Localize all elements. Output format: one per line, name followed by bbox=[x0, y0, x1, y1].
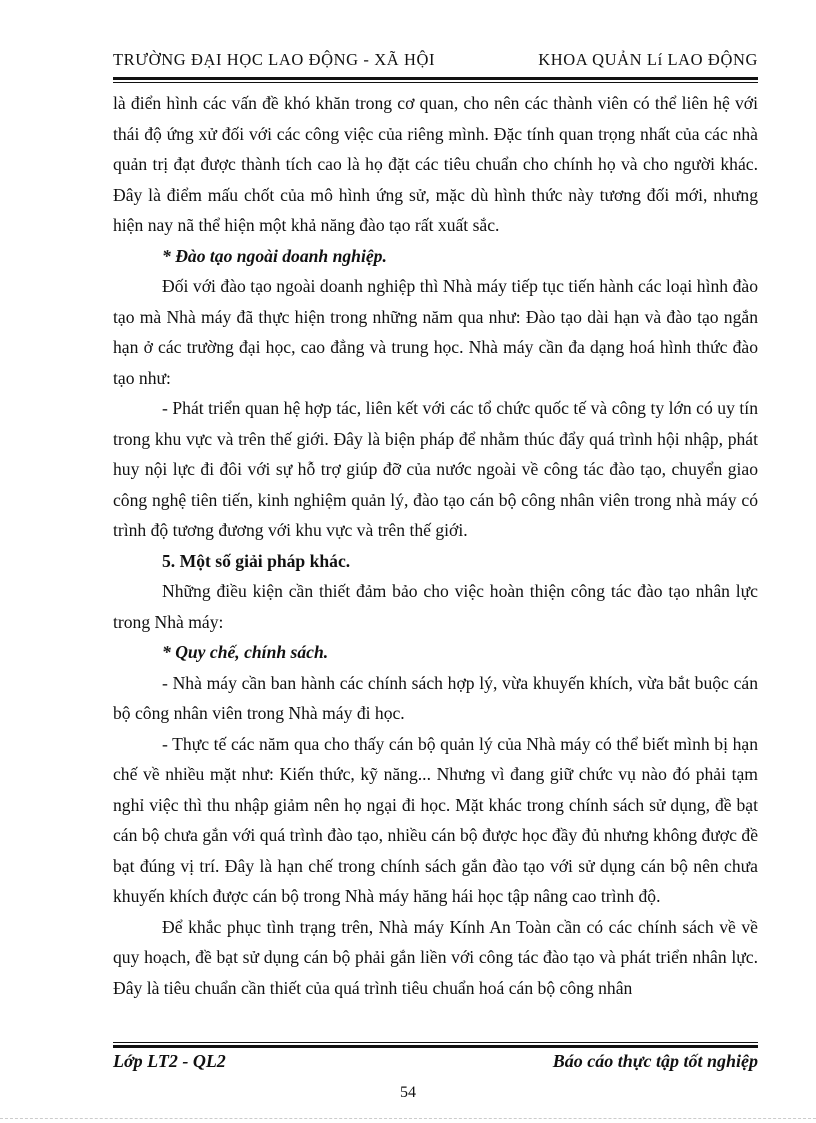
page-header bbox=[113, 50, 758, 74]
page-footer bbox=[113, 1051, 758, 1077]
section-heading: 5. Một số giải pháp khác. bbox=[162, 550, 351, 571]
document-body bbox=[113, 88, 758, 1003]
footer-class: Lớp LT2 - QL2 bbox=[113, 1051, 226, 1071]
footer-rule-thin bbox=[113, 1042, 758, 1043]
section-heading: * Quy chế, chính sách. bbox=[162, 642, 329, 662]
paragraph: Để khắc phục tình trạng trên, Nhà máy Kính An Toàn cần có các chính sách về về quy hoạch, đề bạt sử dụng cán bộ phải gắn liền với công tác đào tạo và phát triển nhân lực. Đây là tiêu chuẩn cần thiết của quá trình tiêu chuẩn hoá cán bộ công nhân bbox=[113, 916, 758, 998]
section-heading: * Đào tạo ngoài doanh nghiệp. bbox=[162, 245, 387, 266]
header-rule-thin bbox=[113, 82, 758, 83]
page-number: 54 bbox=[400, 1084, 416, 1101]
paragraph: Đối với đào tạo ngoài doanh nghiệp thì Nhà máy tiếp tục tiến hành các loại hình đào tạo mà Nhà máy đã thực hiện trong những năm qua như: Đào tạo dài hạn và đào tạo ngắn hạn ở các trường đại học, cao đẳng và trung học. Nhà máy cần đa dạng hoá hình thức đào tạo như: bbox=[113, 276, 758, 388]
paragraph: là điển hình các vấn đề khó khăn trong cơ quan, cho nên các thành viên có thể liên hệ với thái độ ứng xử đối với các công việc của riêng mình. Đặc tính quan trọng nhất của các nhà quản trị đạt được thành tích cao là họ đặt các tiêu chuẩn cho chính họ và cho người khác. Đây là điểm mấu chốt của mô hình ứng sử, mặc dù hình thức này tương đối mới, nhưng hiện nay nã thể hiện một khả năng đào tạo rất xuất sắc. bbox=[113, 93, 758, 235]
header-faculty: KHOA QUẢN Lí LAO ĐỘNG bbox=[538, 50, 758, 69]
header-rule-thick bbox=[113, 77, 758, 80]
footer-rule-thick bbox=[113, 1045, 758, 1048]
page-edge bbox=[0, 1118, 816, 1120]
footer-report-title: Báo cáo thực tập tốt nghiệp bbox=[552, 1051, 758, 1071]
paragraph: Những điều kiện cần thiết đảm bảo cho việc hoàn thiện công tác đào tạo nhân lực trong Nhà máy: bbox=[113, 581, 758, 632]
paragraph: - Phát triển quan hệ hợp tác, liên kết với các tổ chức quốc tế và công ty lớn có uy tín trong khu vực và trên thế giới. Đây là biện pháp để nhằm thúc đẩy quá trình hội nhập, phát huy nội lực đi đôi với sự hỗ trợ giúp đỡ của nước ngoài về công tác đào tạo, chuyển giao công nghệ tiên tiến, kinh nghiệm quản lý, đào tạo cán bộ công nhân viên trong nhà máy có trình độ tương đương với khu vực và trên thế giới. bbox=[113, 398, 758, 540]
header-university: TRƯỜNG ĐẠI HỌC LAO ĐỘNG - XÃ HỘI bbox=[113, 50, 436, 69]
paragraph: - Thực tế các năm qua cho thấy cán bộ quản lý của Nhà máy có thể biết mình bị hạn chế về nhiều mặt như: Kiến thức, kỹ năng... Nhưng vì đang giữ chức vụ nào đó phải tạm nghỉ việc thì thu nhập giảm nên họ ngại đi học. Mặt khác trong chính sách sử dụng, đề bạt cán bộ chưa gắn với quá trình đào tạo, nhiều cán bộ được học đầy đủ nhưng không được đề bạt đúng vị trí. Đây là hạn chế trong chính sách gắn đào tạo với sử dụng cán bộ nên chưa khuyến khích được cán bộ trong Nhà máy hăng hái học tập nâng cao trình độ. bbox=[113, 733, 758, 906]
paragraph: - Nhà máy cần ban hành các chính sách hợp lý, vừa khuyến khích, vừa bắt buộc cán bộ công nhân viên trong Nhà máy đi học. bbox=[113, 672, 758, 723]
